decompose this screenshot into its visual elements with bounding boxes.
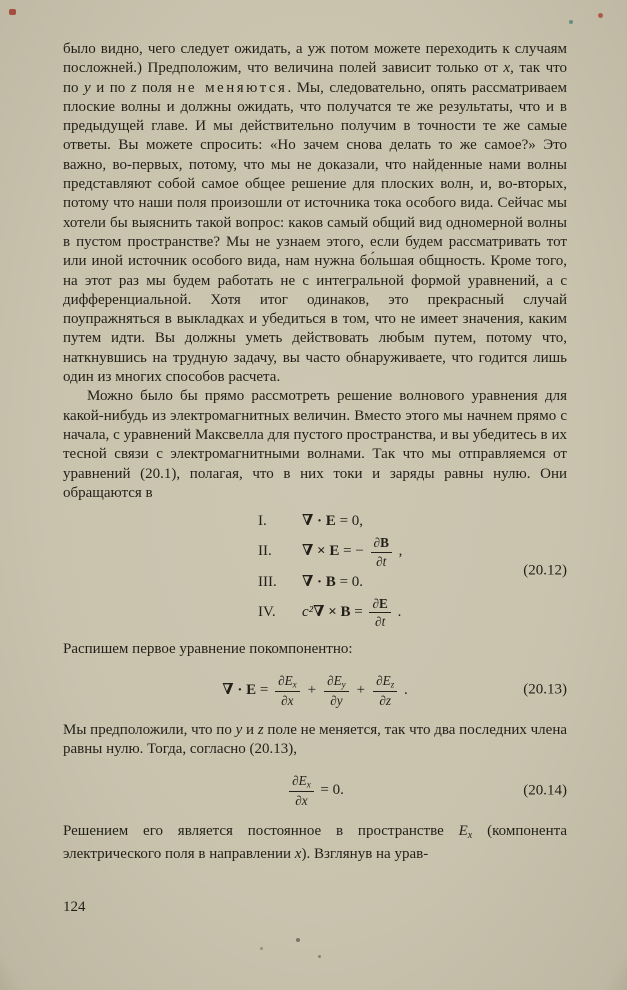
text-run: x bbox=[294, 845, 302, 862]
equation-20-13 bbox=[63, 673, 567, 708]
equation-text: , bbox=[394, 543, 403, 560]
fraction bbox=[275, 673, 300, 708]
text-run: было видно, чего следует ожидать, а уж потом можете переходить к случаям посложней.) Предположим, что величина полей зависит только от bbox=[63, 41, 567, 77]
paragraph: Распишем первое уравнение покомпонентно: bbox=[63, 641, 353, 658]
fraction-denominator: ∂t bbox=[376, 553, 387, 569]
equation-body bbox=[302, 573, 363, 592]
plus-sign: + bbox=[356, 681, 366, 698]
fraction-numerator: $\partial E_z$ bbox=[373, 673, 397, 692]
fraction-denominator: ∂x bbox=[281, 692, 294, 708]
text-run: не меняются bbox=[177, 79, 288, 96]
fraction bbox=[289, 773, 314, 808]
text-run: , так что по bbox=[63, 60, 567, 96]
equation-text: . bbox=[400, 681, 408, 698]
equation-row bbox=[258, 535, 567, 568]
paragraph bbox=[63, 721, 567, 760]
equation-label: III. bbox=[258, 573, 277, 590]
scan-artifact bbox=[9, 9, 16, 15]
fraction-numerator: ∂B bbox=[371, 535, 392, 552]
equation-body bbox=[302, 535, 402, 568]
text-run: ). Взглянув на урав- bbox=[301, 845, 429, 862]
equation-body bbox=[302, 512, 363, 531]
text-run: Мы предположили, что по bbox=[63, 721, 236, 738]
equation-text: = 0, bbox=[335, 513, 364, 530]
text-run: и по bbox=[90, 79, 131, 96]
equation-label: IV. bbox=[258, 604, 276, 621]
fraction-denominator: ∂x bbox=[295, 793, 308, 809]
equation-text: = − bbox=[339, 543, 368, 560]
fraction-denominator: ∂t bbox=[375, 614, 386, 630]
fraction-denominator: ∂z bbox=[379, 692, 391, 708]
equation-text: = 0. bbox=[335, 573, 364, 590]
equation-row bbox=[258, 512, 567, 531]
fraction-denominator: ∂y bbox=[330, 692, 343, 708]
maxwell-equations bbox=[63, 512, 567, 629]
text-run: Решением его является постоянное в пространстве bbox=[63, 822, 459, 839]
plus-sign: + bbox=[307, 681, 317, 698]
scan-artifact bbox=[260, 947, 263, 950]
scan-artifact bbox=[598, 13, 603, 18]
fraction-numerator: $\partial E_x$ bbox=[275, 673, 300, 692]
text-run: и bbox=[242, 721, 258, 738]
vector-term: ∇ × E bbox=[302, 543, 340, 560]
paragraph: Можно было бы прямо рассмотреть решение волнового уравнения для какой-нибудь из электромагнитных величин. Вместо этого мы начнем прямо с начала, с уравнений Максвелла для пустого пространства, и вы убедитесь в их тесной связи с электромагнитными волнами. Так что мы отправляемся от уравнений (20.1), полагая, что в них токи и заряды равны нулю. Они обращаются в bbox=[63, 388, 567, 501]
vector-term: ∇ · E bbox=[302, 513, 336, 530]
text-run: (компонента электрического поля в направлении bbox=[63, 822, 567, 862]
fraction-numerator: $\partial E_y$ bbox=[324, 673, 349, 692]
paragraph bbox=[63, 822, 567, 865]
page-number: 124 bbox=[63, 899, 86, 915]
paragraph bbox=[63, 40, 567, 387]
fraction bbox=[324, 673, 349, 708]
text-run: z bbox=[257, 721, 264, 738]
text-run: E bbox=[458, 822, 468, 839]
equation-body bbox=[222, 673, 407, 708]
equation-20-14 bbox=[63, 772, 567, 808]
text-run: поле не меняется, так что два последних члена равны нулю. Тогда, согласно (20.13), bbox=[63, 721, 568, 758]
equation-rows bbox=[258, 512, 567, 629]
equation-label: II. bbox=[258, 543, 272, 560]
fraction bbox=[373, 673, 397, 708]
equation-label: I. bbox=[258, 513, 267, 530]
equation-text: = bbox=[350, 604, 367, 621]
text-run: поля bbox=[136, 79, 178, 96]
vector-term: ∇ · E bbox=[222, 681, 257, 698]
fraction bbox=[371, 535, 392, 568]
equation-number: (20.13) bbox=[523, 681, 567, 698]
text-run: . Мы, следовательно, опять рассматриваем плоские волны и должны ожидать, что получатся те же результаты, что и в предыдущей главе. И мы действительно получим в точности те же самые ответы. Вы можете спросить: «Но зачем снова делать то же самое?» Это важно, во-первых, потому, что мы не доказали, что найденные нами волны представляют собой самое общее решение для плоских волн, и, во-вторых, потому что наши поля произошли от источника тока особого вида. Сейчас мы хотели бы выяснить такой вопрос: каков самый общий вид одномерной волны в пустом пространстве? Мы не узнаем этого, если будем рассматривать тот или иной источник особого вида, нам нужна бо́льшая общность. Кроме того, на этот раз мы будем работать не с интегральной формой уравнений, а с дифференциальной. Хотя итог одинаков, это прекрасный случай поупражняться в выкладках и убедиться в том, что не имеет значения, каким путем идти. Вы должны уметь действовать любым путем, потому что, наткнувшись на трудную задачу, вы часто обнаруживаете, что годится лишь один из многих способов расчета. bbox=[63, 79, 568, 386]
page-text-block bbox=[63, 40, 567, 864]
equation-body bbox=[286, 773, 344, 808]
fraction-numerator: $\partial E_x$ bbox=[289, 773, 314, 792]
text-run: x bbox=[467, 829, 473, 841]
scan-artifact bbox=[318, 955, 321, 958]
text-run: y bbox=[84, 79, 91, 96]
fraction-numerator: ∂E bbox=[369, 596, 390, 613]
vector-term: ∇ · B bbox=[302, 573, 336, 590]
equation-text: = 0. bbox=[316, 782, 344, 799]
equation-row bbox=[258, 573, 567, 592]
scan-artifact bbox=[569, 20, 573, 24]
coefficient: c² bbox=[302, 604, 314, 621]
scan-artifact bbox=[296, 938, 300, 942]
equation-body bbox=[302, 596, 401, 629]
equation-number: (20.12) bbox=[523, 562, 567, 579]
equation-number: (20.14) bbox=[523, 781, 567, 798]
vector-term: ∇ × B bbox=[313, 604, 351, 621]
equation-row bbox=[258, 596, 567, 629]
fraction bbox=[369, 596, 390, 629]
text-run: y bbox=[235, 721, 243, 738]
text-run: z bbox=[130, 79, 137, 96]
text-run: x bbox=[503, 60, 511, 77]
equation-text: = bbox=[256, 681, 273, 698]
equation-text: . bbox=[393, 604, 402, 621]
